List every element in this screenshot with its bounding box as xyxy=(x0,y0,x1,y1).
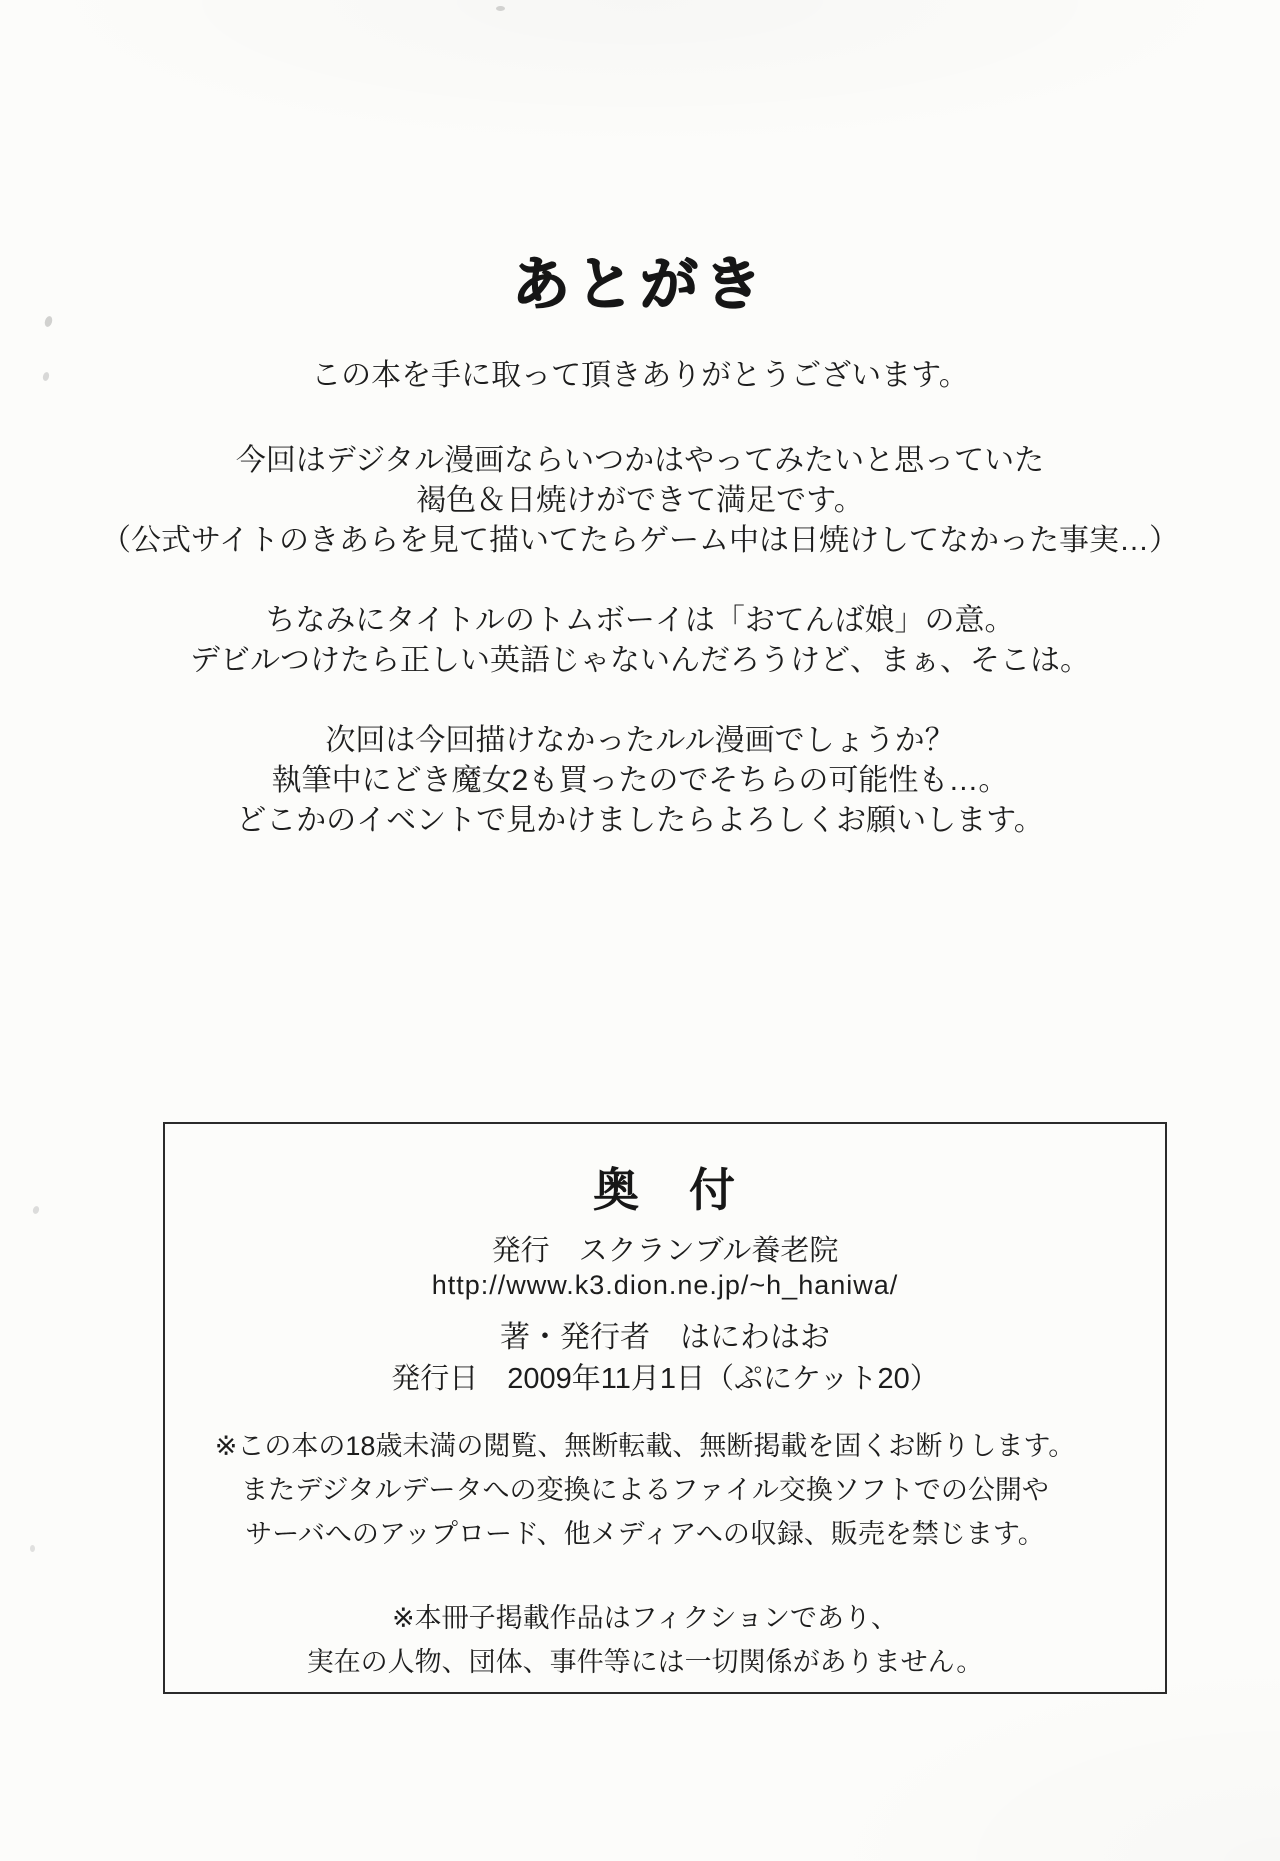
afterword-line: 執筆中にどき魔女2も買ったのでそちらの可能性も…。 xyxy=(271,764,1009,797)
age-notice-line: ※この本の18歳未満の閲覧、無断転載、無断掲載を固くお断りします。 xyxy=(214,1431,1076,1461)
age-notice-line: またデジタルデータへの変換によるファイル交換ソフトでの公開や xyxy=(241,1475,1049,1505)
colophon-author-line: 著・発行者 はにわはお xyxy=(500,1321,830,1354)
colophon-publisher-line: 発行 スクランブル養老院 xyxy=(491,1235,839,1267)
afterword-paragraph xyxy=(0,356,1280,396)
afterword-line: ちなみにタイトルのトムボーイは「おてんば娘」の意。 xyxy=(265,604,1015,637)
afterword-line: どこかのイベントで見かけましたらよろしくお願いします。 xyxy=(236,804,1044,837)
afterword-line: 今回はデジタル漫画ならいつかはやってみたいと思っていた xyxy=(235,444,1045,477)
colophon-title: 奥 付 xyxy=(593,1164,737,1216)
afterword-paragraph xyxy=(0,441,1280,561)
fiction-notice-line: ※本冊子掲載作品はフィクションであり、 xyxy=(392,1603,898,1633)
afterword-line: デビルつけたら正しい英語じゃないんだろうけど、まぁ、そこは。 xyxy=(190,644,1090,677)
afterword-paragraph xyxy=(0,721,1280,841)
colophon-box xyxy=(163,1122,1167,1694)
age-notice-line: サーバへのアップロード、他メディアへの収録、販売を禁じます。 xyxy=(245,1519,1045,1549)
afterword-paragraph xyxy=(0,601,1280,681)
fiction-notice-line: 実在の人物、団体、事件等には一切関係がありません。 xyxy=(306,1647,984,1677)
afterword-line: 褐色＆日焼けができて満足です。 xyxy=(416,484,864,517)
afterword-line: （公式サイトのきあらを見て描いてたらゲーム中は日焼けしてなかった事実…） xyxy=(101,524,1179,557)
colophon-fiction-notice xyxy=(145,1596,1145,1684)
scan-speck xyxy=(30,1545,35,1552)
colophon-website-url: http://www.k3.dion.ne.jp/~h_haniwa/ xyxy=(431,1270,899,1300)
afterword-line: 次回は今回描けなかったルル漫画でしょうか？ xyxy=(325,724,955,757)
afterword-title: あとがき xyxy=(511,251,768,317)
afterword-line: この本を手に取って頂きありがとうございます。 xyxy=(311,359,969,392)
scan-speck xyxy=(496,6,505,11)
colophon-publish-date-line: 発行日 2009年11月1日（ぷにケット20） xyxy=(391,1363,939,1395)
colophon-age-notice xyxy=(145,1424,1145,1556)
scan-speck xyxy=(32,1205,40,1215)
